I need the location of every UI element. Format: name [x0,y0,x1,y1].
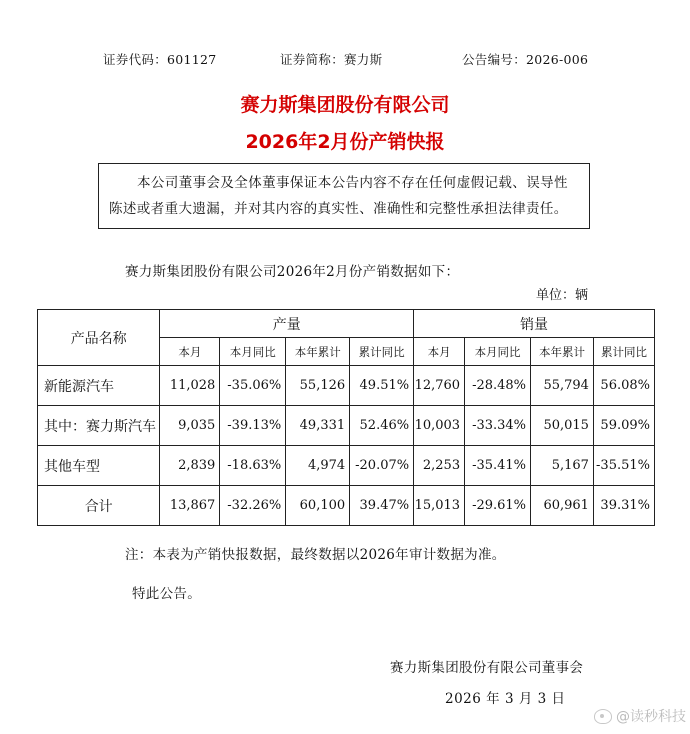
table-cell: 10,003 [414,406,465,446]
table-cell: 49.51% [350,366,414,406]
table-cell: 59.09% [593,406,654,446]
weibo-watermark [594,706,686,726]
table-row-total [38,486,655,526]
sales-ytd-yoy-header: 累计同比 [593,338,654,366]
table-cell: -33.34% [465,406,531,446]
company-title: 赛力斯集团股份有限公司 [240,94,450,116]
prod-month-yoy-header: 本月同比 [220,338,286,366]
table-cell: 50,015 [531,406,594,446]
table-cell: 4,974 [286,446,350,486]
table-cell: 60,100 [286,486,350,526]
table-cell: 39.47% [350,486,414,526]
table-cell: 13,867 [160,486,220,526]
row-label: 其中：赛力斯汽车 [38,406,160,446]
table-row [38,406,655,446]
table-cell: 5,167 [531,446,594,486]
table-cell: 9,035 [160,406,220,446]
table-cell: 15,013 [414,486,465,526]
unit-label: 单位：辆 [535,288,588,303]
sales-month-yoy-header: 本月同比 [465,338,531,366]
stock-short-name: 证券简称：赛力斯 [280,52,383,67]
closing-text: 特此公告。 [132,586,201,602]
table-cell: 55,794 [531,366,594,406]
board-statement-box: 本公司董事会及全体董事保证本公告内容不存在任何虚假记载、误导性陈述或者重大遗漏，并对其内容的真实性、准确性和完整性承担法律责任。 [98,163,590,229]
table-cell: 60,961 [531,486,594,526]
watermark-text: @读秒科技 [616,709,686,725]
report-title: 2026年2月份产销快报 [245,131,445,153]
table-row [38,366,655,406]
intro-text: 赛力斯集团股份有限公司2026年2月份产销数据如下： [125,264,460,280]
production-sales-table [37,309,655,526]
table-cell: -28.48% [465,366,531,406]
sales-month-header: 本月 [414,338,465,366]
weibo-icon [594,709,612,724]
production-group-header: 产量 [160,310,414,338]
table-row [38,446,655,486]
prod-ytd-header: 本年累计 [286,338,350,366]
table-cell: 12,760 [414,366,465,406]
table-cell: -18.63% [220,446,286,486]
table-cell: -35.41% [465,446,531,486]
table-cell: 2,253 [414,446,465,486]
table-cell: 52.46% [350,406,414,446]
table-cell: 56.08% [593,366,654,406]
table-cell: -35.06% [220,366,286,406]
table-cell: -20.07% [350,446,414,486]
product-name-header: 产品名称 [38,310,160,366]
notice-date: 2026 年 3 月 3 日 [445,691,566,707]
board-signature: 赛力斯集团股份有限公司董事会 [390,660,584,676]
table-cell: 55,126 [286,366,350,406]
table-cell: -39.13% [220,406,286,446]
table-cell: -29.61% [465,486,531,526]
notice-number: 公告编号：2026-006 [462,52,589,67]
table-cell: 11,028 [160,366,220,406]
table-cell: 2,839 [160,446,220,486]
sales-ytd-header: 本年累计 [531,338,594,366]
prod-month-header: 本月 [160,338,220,366]
row-label: 其他车型 [38,446,160,486]
prod-ytd-yoy-header: 累计同比 [350,338,414,366]
table-cell: -35.51% [593,446,654,486]
table-note: 注：本表为产销快报数据，最终数据以2026年审计数据为准。 [125,547,506,563]
row-label: 合计 [38,486,160,526]
table-cell: -32.26% [220,486,286,526]
sales-group-header: 销量 [414,310,655,338]
row-label: 新能源汽车 [38,366,160,406]
stock-code: 证券代码：601127 [103,52,217,67]
table-cell: 49,331 [286,406,350,446]
table-cell: 39.31% [593,486,654,526]
